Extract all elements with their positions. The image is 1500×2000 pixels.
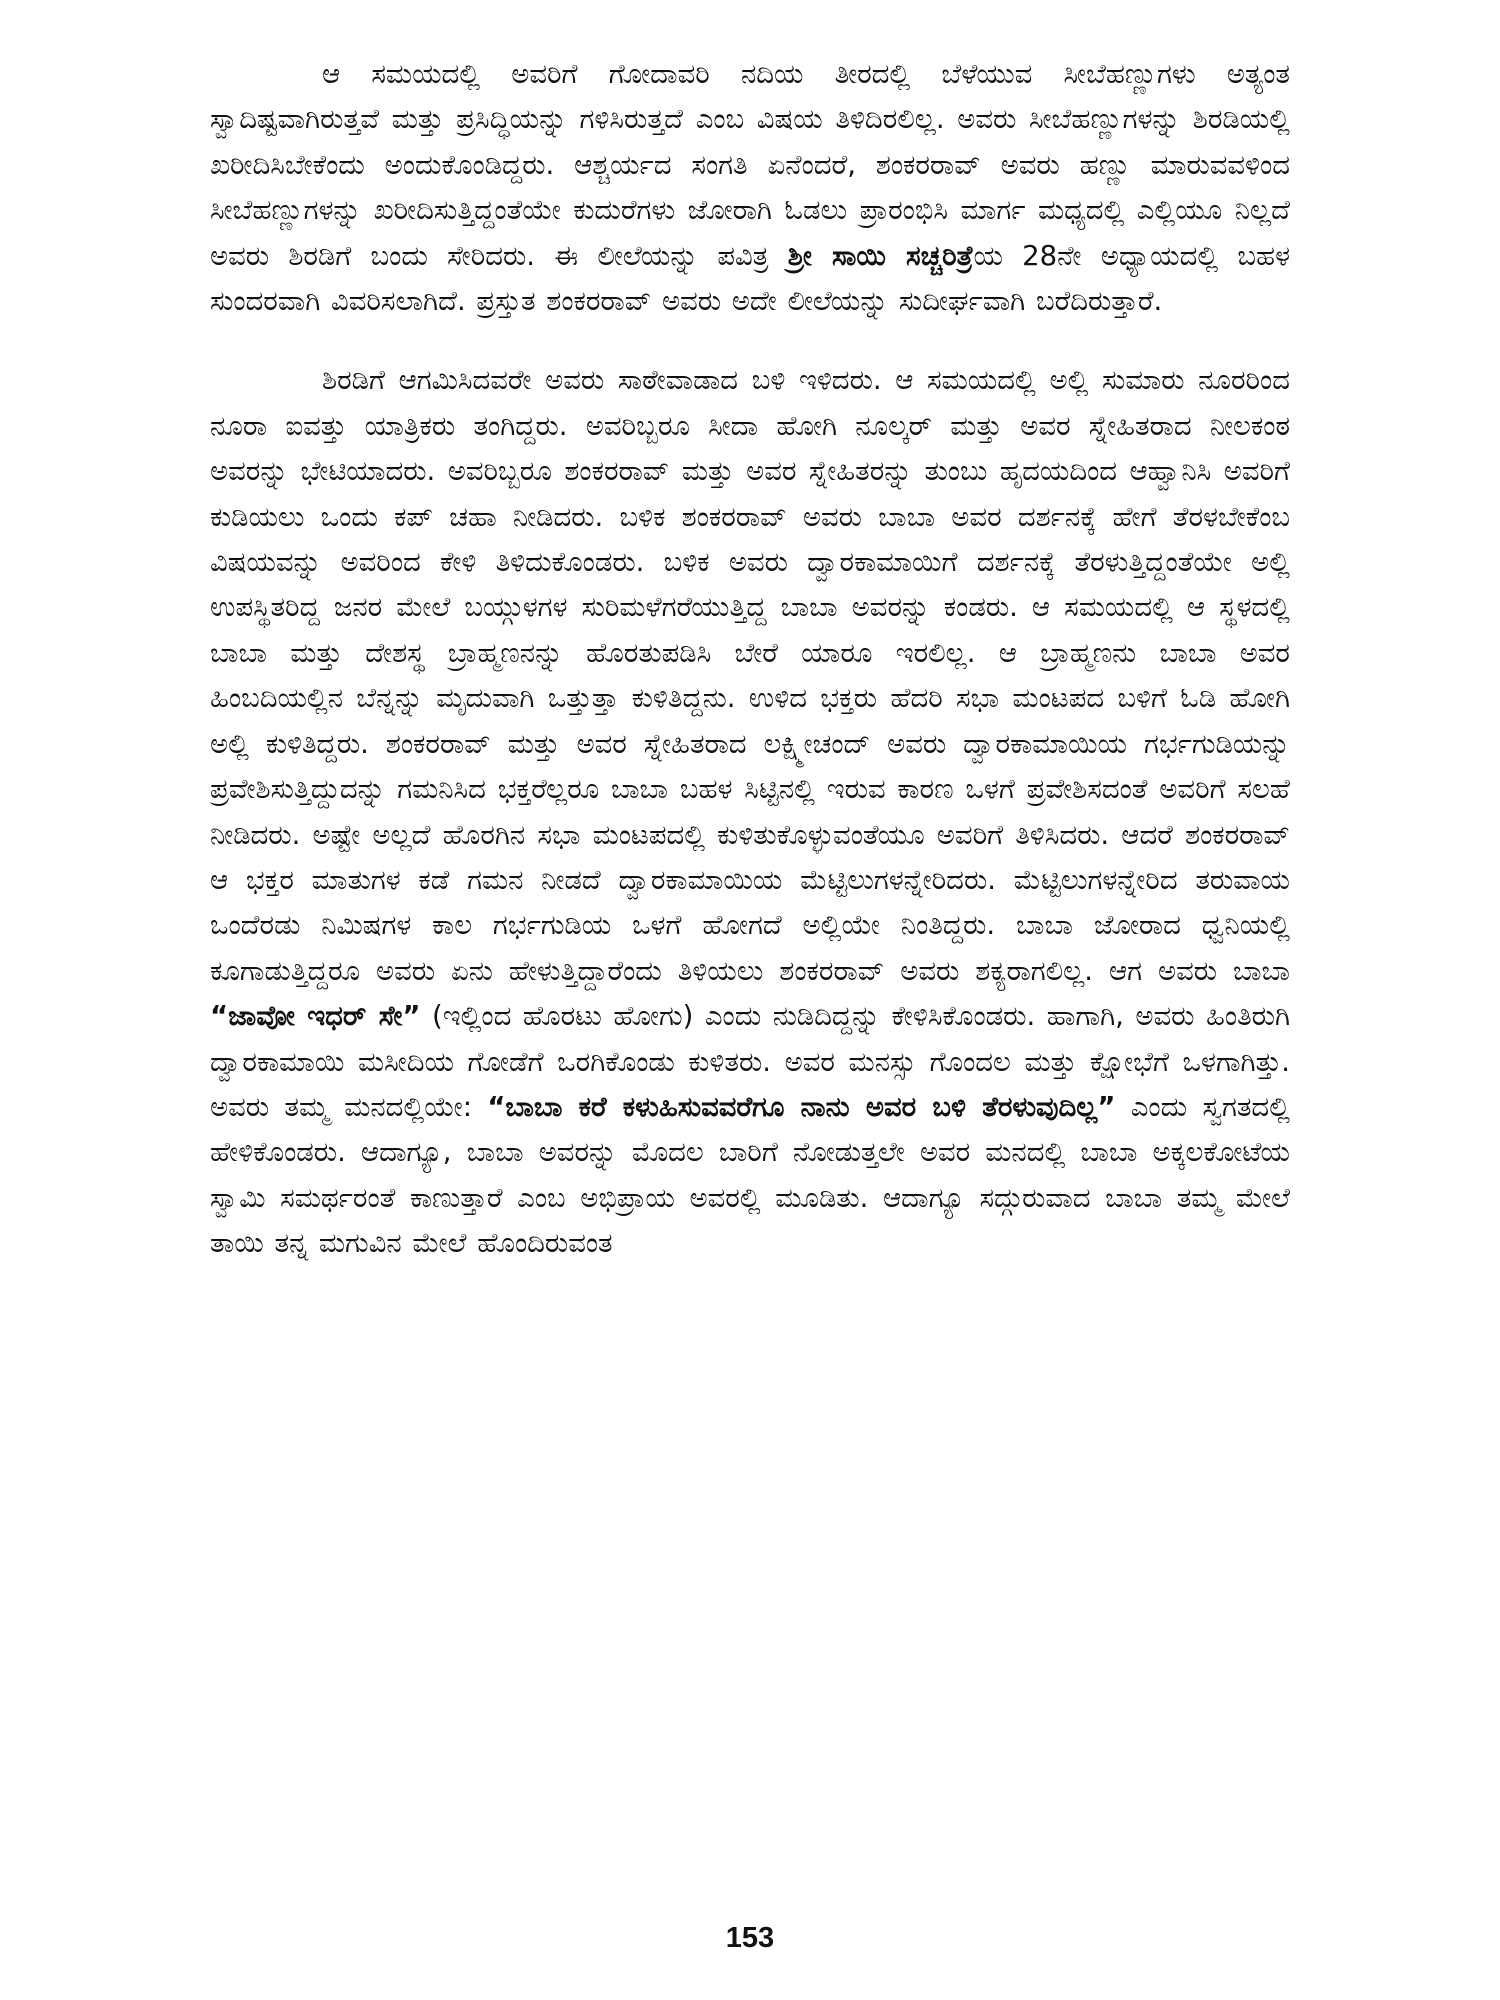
book-title-emphasis: ಶ್ರೀ ಸಾಯಿ ಸಚ್ಚರಿತ್ರೆ: [787, 239, 974, 272]
page-body: [210, 52, 1290, 1267]
paragraph-2-text-part-1: ಶಿರಡಿಗೆ ಆಗಮಿಸಿದವರೇ ಅವರು ಸಾಠೇವಾಡಾದ ಬಳಿ ಇಳಿದರು. ಆ ಸಮಯದಲ್ಲಿ ಅಲ್ಲಿ ಸುಮಾರು ನೂರರಿಂದ ನೂರಾ ಐವತ್ತು ಯಾತ್ರಿಕರು ತಂಗಿದ್ದರು. ಅವರಿಬ್ಬರೂ ಸೀದಾ ಹೋಗಿ ನೂಲ್ಕರ್ ಮತ್ತು ಅವರ ಸ್ನೇಹಿತರಾದ ನೀಲಕಂಠ ಅವರನ್ನು ಭೇಟಿಯಾದರು. ಅವರಿಬ್ಬರೂ ಶಂಕರರಾವ್ ಮತ್ತು ಅವರ ಸ್ನೇಹಿತರನ್ನು ತುಂಬು ಹೃದಯದಿಂದ ಆಹ್ವಾನಿಸಿ ಅವರಿಗೆ ಕುಡಿಯಲು ಒಂದು ಕಪ್ ಚಹಾ ನೀಡಿದರು. ಬಳಿಕ ಶಂಕರರಾವ್ ಅವರು ಬಾಬಾ ಅವರ ದರ್ಶನಕ್ಕೆ ಹೇಗೆ ತೆರಳಬೇಕೆಂಬ ವಿಷಯವನ್ನು ಅವರಿಂದ ಕೇಳಿ ತಿಳಿದುಕೊಂಡರು. ಬಳಿಕ ಅವರು ದ್ವಾರಕಾಮಾಯಿಗೆ ದರ್ಶನಕ್ಕೆ ತೆರಳುತ್ತಿದ್ದಂತೆಯೇ ಅಲ್ಲಿ ಉಪಸ್ಥಿತರಿದ್ದ ಜನರ ಮೇಲೆ ಬಯ್ಗುಳಗಳ ಸುರಿಮಳೆಗರೆಯುತ್ತಿದ್ದ ಬಾಬಾ ಅವರನ್ನು ಕಂಡರು. ಆ ಸಮಯದಲ್ಲಿ ಆ ಸ್ಥಳದಲ್ಲಿ ಬಾಬಾ ಮತ್ತು ದೇಶಸ್ಥ ಬ್ರಾಹ್ಮಣನನ್ನು ಹೊರತುಪಡಿಸಿ ಬೇರೆ ಯಾರೂ ಇರಲಿಲ್ಲ. ಆ ಬ್ರಾಹ್ಮಣನು ಬಾಬಾ ಅವರ ಹಿಂಬದಿಯಲ್ಲಿನ ಬೆನ್ನನ್ನು ಮೃದುವಾಗಿ ಒತ್ತುತ್ತಾ ಕುಳಿತಿದ್ದನು. ಉಳಿದ ಭಕ್ತರು ಹೆದರಿ ಸಭಾ ಮಂಟಪದ ಬಳಿಗೆ ಓಡಿ ಹೋಗಿ ಅಲ್ಲಿ ಕುಳಿತಿದ್ದರು. ಶಂಕರರಾವ್ ಮತ್ತು ಅವರ ಸ್ನೇಹಿತರಾದ ಲಕ್ಷ್ಮೀಚಂದ್ ಅವರು ದ್ವಾರಕಾಮಾಯಿಯ ಗರ್ಭಗುಡಿಯನ್ನು ಪ್ರವೇಶಿಸುತ್ತಿದ್ದುದನ್ನು ಗಮನಿಸಿದ ಭಕ್ತರೆಲ್ಲರೂ ಬಾಬಾ ಬಹಳ ಸಿಟ್ಟಿನಲ್ಲಿ ಇರುವ ಕಾರಣ ಒಳಗೆ ಪ್ರವೇಶಿಸದಂತೆ ಅವರಿಗೆ ಸಲಹೆ ನೀಡಿದರು. ಅಷ್ಟೇ ಅಲ್ಲದೆ ಹೊರಗಿನ ಸಭಾ ಮಂಟಪದಲ್ಲಿ ಕುಳಿತುಕೊಳ್ಳುವಂತೆಯೂ ಅವರಿಗೆ ತಿಳಿಸಿದರು. ಆದರೆ ಶಂಕರರಾವ್ ಆ ಭಕ್ತರ ಮಾತುಗಳ ಕಡೆ ಗಮನ ನೀಡದೆ ದ್ವಾರಕಾಮಾಯಿಯ ಮೆಟ್ಟಿಲುಗಳನ್ನೇರಿದರು. ಮೆಟ್ಟಿಲುಗಳನ್ನೇರಿದ ತರುವಾಯ ಒಂದೆರಡು ನಿಮಿಷಗಳ ಕಾಲ ಗರ್ಭಗುಡಿಯ ಒಳಗೆ ಹೋಗದೆ ಅಲ್ಲಿಯೇ ನಿಂತಿದ್ದರು. ಬಾಬಾ ಜೋರಾದ ಧ್ವನಿಯಲ್ಲಿ ಕೂಗಾಡುತ್ತಿದ್ದರೂ ಅವರು ಏನು ಹೇಳುತ್ತಿದ್ದಾರೆಂದು ತಿಳಿಯಲು ಶಂಕರರಾವ್ ಅವರು ಶಕ್ಯರಾಗಲಿಲ್ಲ. ಆಗ ಅವರು ಬಾಬಾ: [210, 364, 1290, 987]
paragraph-1-text-part-2: ಯ 28ನೇ ಅಧ್ಯಾಯದಲ್ಲಿ ಬಹಳ ಸುಂದರವಾಗಿ ವಿವರಿಸಲಾಗಿದೆ. ಪ್ರಸ್ತುತ ಶಂಕರರಾವ್ ಅವರು ಅದೇ ಲೀಲೆಯನ್ನು ಸುದೀರ್ಘವಾಗಿ ಬರೆದಿರುತ್ತಾರೆ.: [210, 239, 1291, 318]
paragraph-1-text-part-1: ಆ ಸಮಯದಲ್ಲಿ ಅವರಿಗೆ ಗೋದಾವರಿ ನದಿಯ ತೀರದಲ್ಲಿ ಬೆಳೆಯುವ ಸೀಬೆಹಣ್ಣುಗಳು ಅತ್ಯಂತ ಸ್ವಾದಿಷ್ಟವಾಗಿರುತ್ತವೆ ಮತ್ತು ಪ್ರಸಿದ್ಧಿಯನ್ನು ಗಳಿಸಿರುತ್ತದೆ ಎಂಬ ವಿಷಯ ತಿಳಿದಿರಲಿಲ್ಲ. ಅವರು ಸೀಬೆಹಣ್ಣುಗಳನ್ನು ಶಿರಡಿಯಲ್ಲಿ ಖರೀದಿಸಿಬೇಕೆಂದು ಅಂದುಕೊಂಡಿದ್ದರು. ಆಶ್ಚರ್ಯದ ಸಂಗತಿ ಏನೆಂದರೆ, ಶಂಕರರಾವ್ ಅವರು ಹಣ್ಣು ಮಾರುವವಳಿಂದ ಸೀಬೆಹಣ್ಣುಗಳನ್ನು ಖರೀದಿಸುತ್ತಿದ್ದಂತೆಯೇ ಕುದುರೆಗಳು ಜೋರಾಗಿ ಓಡಲು ಪ್ರಾರಂಭಿಸಿ ಮಾರ್ಗ ಮಧ್ಯದಲ್ಲಿ ಎಲ್ಲಿಯೂ ನಿಲ್ಲದೆ ಅವರು ಶಿರಡಿಗೆ ಬಂದು ಸೇರಿದರು. ಈ ಲೀಲೆಯನ್ನು ಪವಿತ್ರ: [210, 58, 1290, 272]
paragraph-1: [210, 52, 1290, 324]
paragraph-2-text-part-2: (ಇಲ್ಲಿಂದ ಹೊರಟು ಹೋಗು) ಎಂದು ನುಡಿದಿದ್ದನ್ನು ಕೇಳಿಸಿಕೊಂಡರು. ಹಾಗಾಗಿ, ಅವರು ಹಿಂತಿರುಗಿ ದ್ವಾರಕಾಮಾಯಿ ಮಸೀದಿಯ ಗೋಡೆಗೆ ಒರಗಿಕೊಂಡು ಕುಳಿತರು. ಅವರ ಮನಸ್ಸು ಗೊಂದಲ ಮತ್ತು ಕ್ಷೋಭೆಗೆ ಒಳಗಾಗಿತ್ತು. ಅವರು ತಮ್ಮ ಮನದಲ್ಲಿಯೇ:: [210, 1000, 1290, 1123]
quote-jaavo-idhar-se: “ಜಾವೋ ಇಧರ್ ಸೇ”: [210, 1000, 421, 1033]
paragraph-2-text-part-3: ಎಂದು ಸ್ವಗತದಲ್ಲಿ ಹೇಳಿಕೊಂಡರು. ಆದಾಗ್ಯೂ, ಬಾಬಾ ಅವರನ್ನು ಮೊದಲ ಬಾರಿಗೆ ನೋಡುತ್ತಲೇ ಅವರ ಮನದಲ್ಲಿ ಬಾಬಾ ಅಕ್ಕಲಕೋಟೆಯ ಸ್ವಾಮಿ ಸಮರ್ಥರಂತೆ ಕಾಣುತ್ತಾರೆ ಎಂಬ ಅಭಿಪ್ರಾಯ ಅವರಲ್ಲಿ ಮೂಡಿತು. ಆದಾಗ್ಯೂ ಸದ್ಗುರುವಾದ ಬಾಬಾ ತಮ್ಮ ಮೇಲೆ ತಾಯಿ ತನ್ನ ಮಗುವಿನ ಮೇಲೆ ಹೊಂದಿರುವಂತ: [210, 1090, 1290, 1260]
page-number: 153: [725, 1922, 775, 1954]
paragraph-2: [210, 358, 1290, 1266]
quote-inner-resolve: “ಬಾಬಾ ಕರೆ ಕಳುಹಿಸುವವರೆಗೂ ನಾನು ಅವರ ಬಳಿ ತೆರಳುವುದಿಲ್ಲ”: [487, 1090, 1116, 1123]
